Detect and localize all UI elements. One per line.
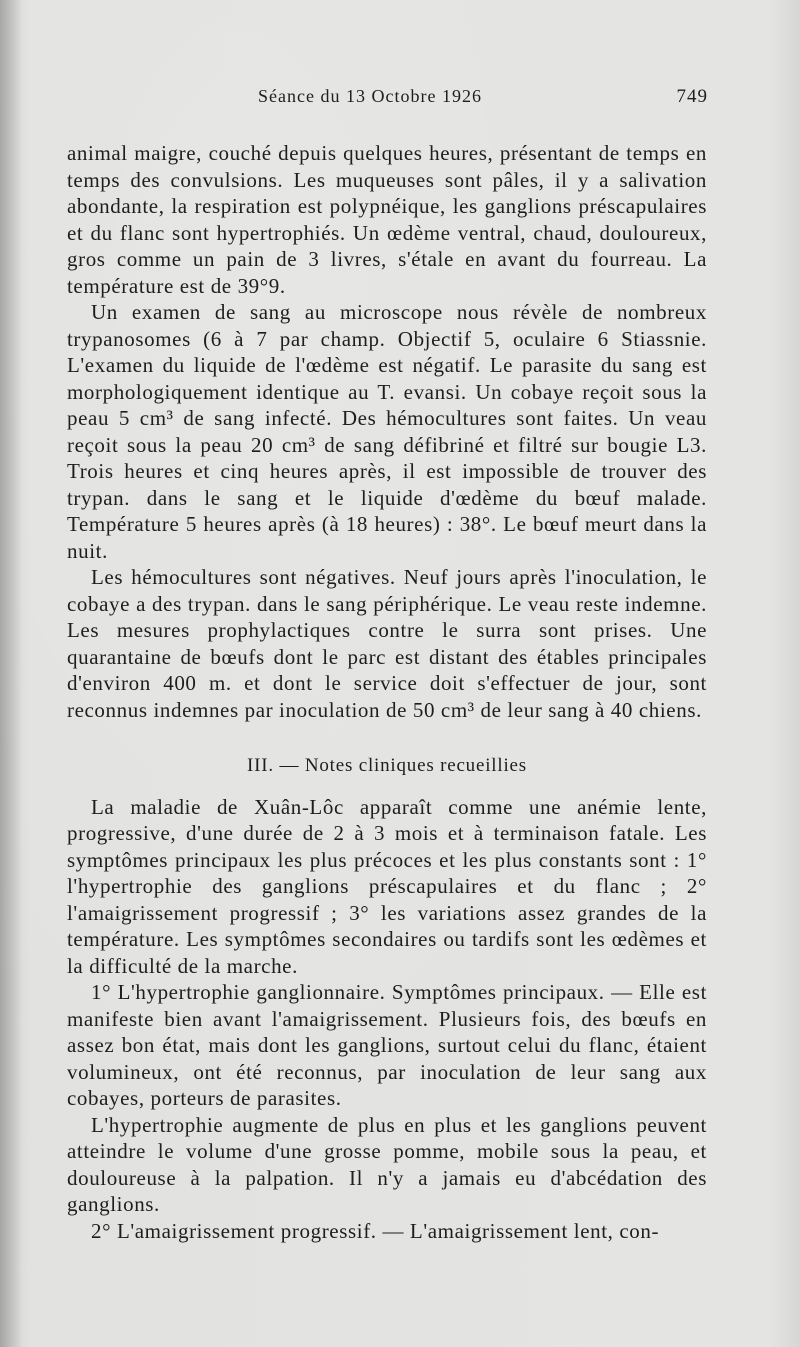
body-text bbox=[67, 140, 707, 1244]
binding-shadow bbox=[0, 0, 22, 1347]
paragraph-disease-overview: La maladie de Xuân-Lôc apparaît comme une anémie lente, progressive, d'une durée de 2 à 3 mois et à terminaison fatale. Les symptômes principaux les plus précoces et les plus constants sont : 1° l'hypertrophie des ganglions préscapulaires et du flanc ; 2° l'amaigrissement progressif ; 3° les variations assez grandes de la température. Les symptômes secondaires ou tardifs sont les œdèmes et la difficulté de la marche. bbox=[67, 794, 707, 978]
paragraph-ganglion-hypertrophy: 1° L'hypertrophie ganglionnaire. Symptômes principaux. — Elle est manifeste bien avant l'amaigrissement. Plusieurs fois, des bœufs en assez bon état, mais dont les ganglions, surtout celui du flanc, étaient volumineux, ont été reconnus, par inoculation de leur sang aux cobayes, porteurs de parasites. bbox=[67, 980, 707, 1110]
paragraph-hypertrophy-growth: L'hypertrophie augmente de plus en plus et les ganglions peuvent atteindre le volume d'une grosse pomme, mobile sous la peau, et douloureuse à la palpation. Il n'y a jamais eu d'abcédation des ganglions. bbox=[67, 1112, 707, 1216]
paragraph-emaciation: 2° L'amaigrissement progressif. — L'amaigrissement lent, con- bbox=[91, 1218, 660, 1243]
running-title: Séance du 13 Octobre 1926 bbox=[258, 86, 482, 106]
paragraph-continuation: animal maigre, couché depuis quelques heures, présentant de temps en temps des convulsions. Les muqueuses sont pâles, il y a salivation abondante, la respiration est polypnéique, les ganglions préscapulaires et du flanc sont hypertrophiés. Un œdème ventral, chaud, douloureux, gros comme un pain de 3 livres, s'étale en avant du fourreau. La température est de 39°9. bbox=[67, 141, 707, 298]
paragraph-blood-exam: Un examen de sang au microscope nous révèle de nombreux trypanosomes (6 à 7 par champ. Objectif 5, oculaire 6 Stiassnie. L'examen du liquide de l'œdème est négatif. Le parasite du sang est morphologiquement identique au T. evansi. Un cobaye reçoit sous la peau 5 cm³ de sang infecté. Des hémocultures sont faites. Un veau reçoit sous la peau 20 cm³ de sang défibriné et filtré sur bougie L3. Trois heures et cinq heures après, il est impossible de trouver des trypan. dans le sang et le liquide d'œdème du bœuf malade. Température 5 heures après (à 18 heures) : 38°. Le bœuf meurt dans la nuit. bbox=[67, 300, 707, 563]
section-heading: III. — Notes cliniques recueillies bbox=[247, 755, 527, 776]
paragraph-hemocultures: Les hémocultures sont négatives. Neuf jours après l'inoculation, le cobaye a des trypan. dans le sang périphérique. Le veau reste indemne. Les mesures prophylactiques contre le surra sont prises. Une quarantaine de bœufs dont le parc est distant des étables principales d'environ 400 m. et dont le service doit s'effectuer de jour, sont reconnus indemnes par inoculation de 50 cm³ de leur sang à 40 chiens. bbox=[67, 565, 707, 722]
page-number: 749 bbox=[676, 86, 708, 107]
page-header bbox=[258, 86, 708, 116]
section-gap bbox=[67, 723, 707, 741]
